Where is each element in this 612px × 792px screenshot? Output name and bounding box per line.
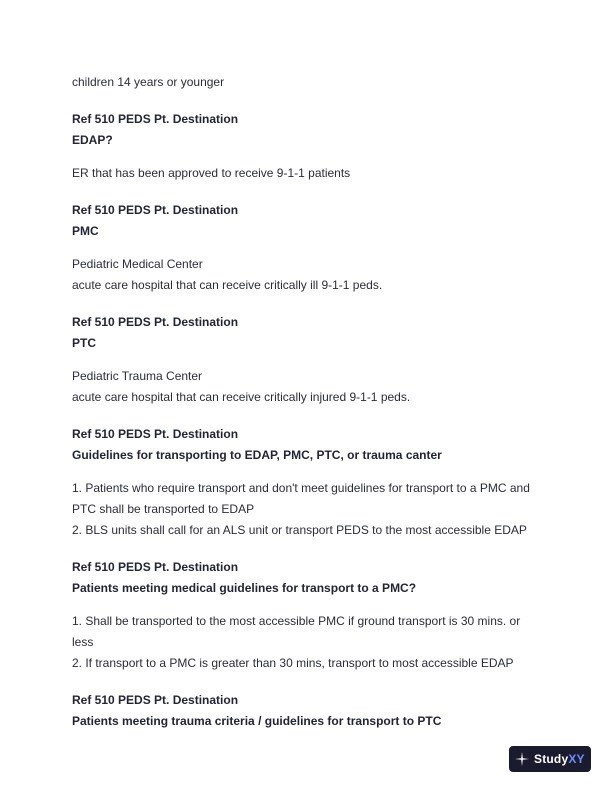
card-question: PTC [72, 336, 96, 350]
card-answer [72, 478, 540, 541]
flashcard [72, 200, 540, 296]
studyxy-logo[interactable] [509, 746, 591, 772]
flashcard [72, 690, 540, 732]
card-question: Guidelines for transporting to EDAP, PMC, PTC, or trauma canter [72, 448, 442, 462]
card-question: Patients meeting trauma criteria / guidelines for transport to PTC [72, 714, 442, 728]
flashcard [72, 424, 540, 541]
answer-line: acute care hospital that can receive critically injured 9-1-1 peds. [72, 390, 411, 404]
answer-line: ER that has been approved to receive 9-1-1 patients [72, 166, 351, 180]
document-body [72, 72, 540, 732]
intro-answer: children 14 years or younger [72, 75, 225, 89]
card-answer [72, 254, 540, 296]
card-heading: Ref 510 PEDS Pt. Destination [72, 112, 239, 126]
card-heading: Ref 510 PEDS Pt. Destination [72, 560, 239, 574]
answer-line: Pediatric Medical Center [72, 257, 203, 271]
answer-line: acute care hospital that can receive critically ill 9-1-1 peds. [72, 278, 383, 292]
flashcard [72, 312, 540, 408]
card-question: EDAP? [72, 133, 113, 147]
flashcard [72, 109, 540, 184]
card-answer [72, 366, 540, 408]
answer-line: Pediatric Trauma Center [72, 369, 203, 383]
plus-sparkle-icon [515, 752, 529, 766]
answer-line: 2. If transport to a PMC is greater than 30 mins, transport to most accessible EDAP [72, 656, 514, 670]
card-question: PMC [72, 224, 99, 238]
card-answer [72, 611, 540, 674]
answer-line: PTC shall be transported to EDAP [72, 502, 255, 516]
card-heading: Ref 510 PEDS Pt. Destination [72, 427, 239, 441]
card-heading: Ref 510 PEDS Pt. Destination [72, 203, 239, 217]
card-question: Patients meeting medical guidelines for transport to a PMC? [72, 581, 417, 595]
flashcard [72, 557, 540, 674]
card-heading: Ref 510 PEDS Pt. Destination [72, 693, 239, 707]
flashcard-list [72, 109, 540, 732]
answer-line: 1. Shall be transported to the most accessible PMC if ground transport is 30 mins. or [72, 614, 521, 628]
brand-name: StudyXY [534, 752, 585, 766]
card-heading: Ref 510 PEDS Pt. Destination [72, 315, 239, 329]
card-answer [72, 163, 540, 184]
answer-line: 1. Patients who require transport and don't meet guidelines for transport to a PMC and [72, 481, 530, 495]
answer-line: 2. BLS units shall call for an ALS unit or transport PEDS to the most accessible EDAP [72, 523, 527, 537]
answer-line: less [72, 635, 94, 649]
